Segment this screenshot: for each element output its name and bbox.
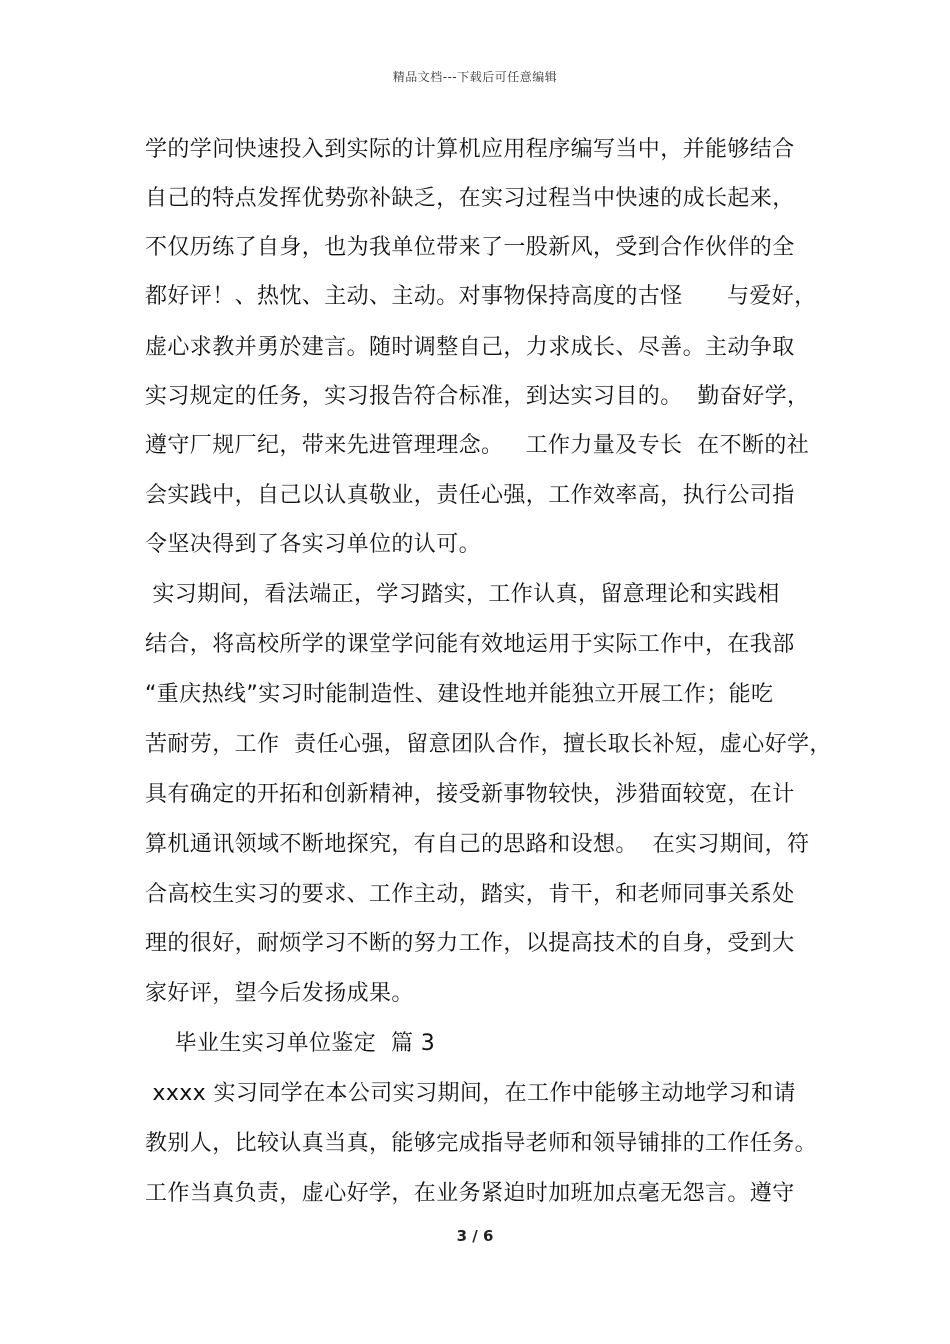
body-line: 会实践中，自己以认真敬业，责任心强，工作效率高，执行公司指 bbox=[145, 483, 795, 508]
page-header: 精品文档---下载后可任意编辑 bbox=[392, 70, 558, 84]
body-line: 令坚决得到了各实习单位的认可。 bbox=[145, 532, 482, 557]
body-line: 算机通讯领域不断地探究，有自己的思路和设想。 在实习期间，符 bbox=[145, 832, 810, 857]
body-line: 具有确定的开拓和创新精神，接受新事物较快，涉猎面较宽，在计 bbox=[145, 782, 795, 807]
body-line: 理的很好，耐烦学习不断的努力工作，以提高技术的自身，受到大 bbox=[145, 931, 795, 956]
body-line: 自己的特点发挥优势弥补缺乏，在实习过程当中快速的成长起来， bbox=[145, 186, 795, 211]
body-line: 教别人，比较认真当真，能够完成指导老师和领导铺排的工作任务。 bbox=[145, 1131, 818, 1156]
body-line: 学的学问快速投入到实际的计算机应用程序编写当中，并能够结合 bbox=[145, 137, 795, 162]
body-line: 苦耐劳，工作 责任心强，留意团队合作，擅长取长补短，虚心好学， bbox=[145, 732, 832, 757]
body-line: 工作当真负责，虚心好学，在业务紧迫时加班加点毫无怨言。遵守 bbox=[145, 1181, 795, 1206]
body-line: xxxx 实习同学在本公司实习期间，在工作中能够主动地学习和请 bbox=[145, 1081, 796, 1106]
body-line: 结合，将高校所学的课堂学问能有效地运用于实际工作中，在我部 bbox=[145, 632, 795, 657]
body-line: 合高校生实习的要求、工作主动，踏实，肯干，和老师同事关系处 bbox=[145, 882, 795, 907]
body-line: 遵守厂规厂纪，带来先进管理理念。 工作力量及专长 在不断的社 bbox=[145, 433, 810, 458]
section-heading: 毕业生实习单位鉴定 篇 3 bbox=[145, 1031, 436, 1056]
page-number: 3 / 6 bbox=[456, 1227, 494, 1245]
body-line: 虚心求教并勇於建言。随时调整自己，力求成长、尽善。主动争取 bbox=[145, 335, 795, 360]
body-line: “重庆热线”实习时能制造性、建设性地并能独立开展工作；能吃 bbox=[145, 682, 774, 707]
body-line: 实习规定的任务，实习报告符合标准，到达实习目的。 勤奋好学， bbox=[145, 384, 810, 409]
body-line: 实习期间，看法端正，学习踏实，工作认真，留意理论和实践相 bbox=[145, 582, 780, 607]
body-line: 家好评，望今后发扬成果。 bbox=[145, 981, 414, 1006]
body-line: 都好评！、热忱、主动、主动。对事物保持高度的古怪 与爱好， bbox=[145, 284, 817, 309]
body-line: 不仅历练了自身，也为我单位带来了一股新风，受到合作伙伴的全 bbox=[145, 235, 795, 260]
